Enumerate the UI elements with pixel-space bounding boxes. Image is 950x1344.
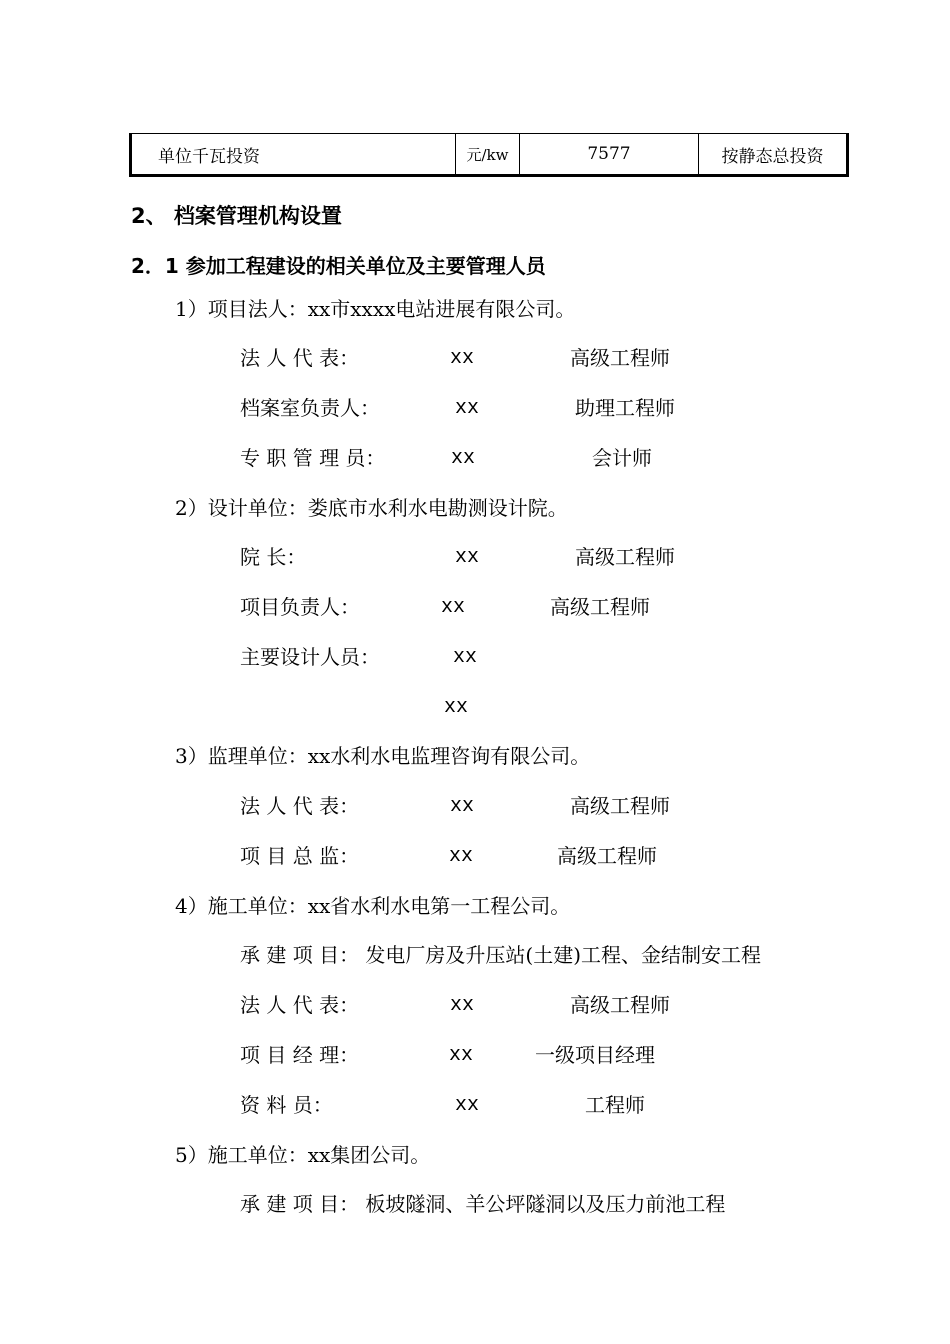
person-title: 一级项目经理	[535, 1043, 655, 1067]
unit-title: 5）施工单位：xx集团公司。	[175, 1143, 431, 1167]
person-role: 法 人 代 表：	[240, 346, 360, 370]
table-cell-note: 按静态总投资	[699, 134, 848, 176]
person-role: 法 人 代 表：	[240, 794, 360, 818]
unit-title: 2）设计单位：娄底市水利水电勘测设计院。	[175, 496, 568, 520]
person-name: xx	[451, 447, 476, 470]
person-title: 高级工程师	[575, 545, 675, 569]
section-heading: 2、 档案管理机构设置	[131, 204, 342, 228]
person-role: 法 人 代 表：	[240, 993, 360, 1017]
person-role: 项 目 经 理：	[240, 1043, 360, 1067]
person-name: xx	[444, 696, 469, 719]
person-title: 工程师	[585, 1093, 645, 1117]
person-role: 资 料 员：	[240, 1093, 333, 1117]
person-name: xx	[441, 596, 466, 619]
person-name: xx	[453, 646, 478, 669]
person-name: xx	[455, 397, 480, 420]
person-name: xx	[455, 546, 480, 569]
person-title: 高级工程师	[570, 346, 670, 370]
person-role: 院 长：	[240, 545, 307, 569]
investment-table	[129, 133, 849, 177]
person-role: 项目负责人：	[240, 595, 360, 619]
person-title: 高级工程师	[550, 595, 650, 619]
person-title: 高级工程师	[570, 993, 670, 1017]
table-cell-value: 7577	[520, 134, 699, 176]
person-title: 高级工程师	[557, 844, 657, 868]
unit-title: 4）施工单位：xx省水利水电第一工程公司。	[175, 894, 571, 918]
person-name: xx	[450, 347, 475, 370]
person-role: 主要设计人员：	[240, 645, 380, 669]
person-name: xx	[450, 795, 475, 818]
person-title: 会计师	[592, 446, 652, 470]
person-title: 高级工程师	[570, 794, 670, 818]
unit-title: 3）监理单位：xx水利水电监理咨询有限公司。	[175, 744, 591, 768]
person-role: 档案室负责人：	[240, 396, 380, 420]
person-name: xx	[449, 1044, 474, 1067]
person-name: xx	[450, 994, 475, 1017]
project-scope: 承 建 项 目： 板坡隧洞、羊公坪隧洞以及压力前池工程	[240, 1192, 726, 1216]
section-subheading: 2．1 参加工程建设的相关单位及主要管理人员	[131, 254, 546, 278]
person-name: xx	[455, 1094, 480, 1117]
person-title: 助理工程师	[575, 396, 675, 420]
table-cell-item: 单位千瓦投资	[131, 134, 456, 176]
table-row	[131, 134, 848, 176]
person-name: xx	[449, 845, 474, 868]
unit-title: 1）项目法人：xx市xxxx电站进展有限公司。	[175, 297, 576, 321]
table-cell-unit: 元/kw	[456, 134, 520, 176]
project-scope: 承 建 项 目： 发电厂房及升压站(土建)工程、金结制安工程	[240, 943, 762, 967]
person-role: 专 职 管 理 员：	[240, 446, 386, 470]
person-role: 项 目 总 监：	[240, 844, 360, 868]
